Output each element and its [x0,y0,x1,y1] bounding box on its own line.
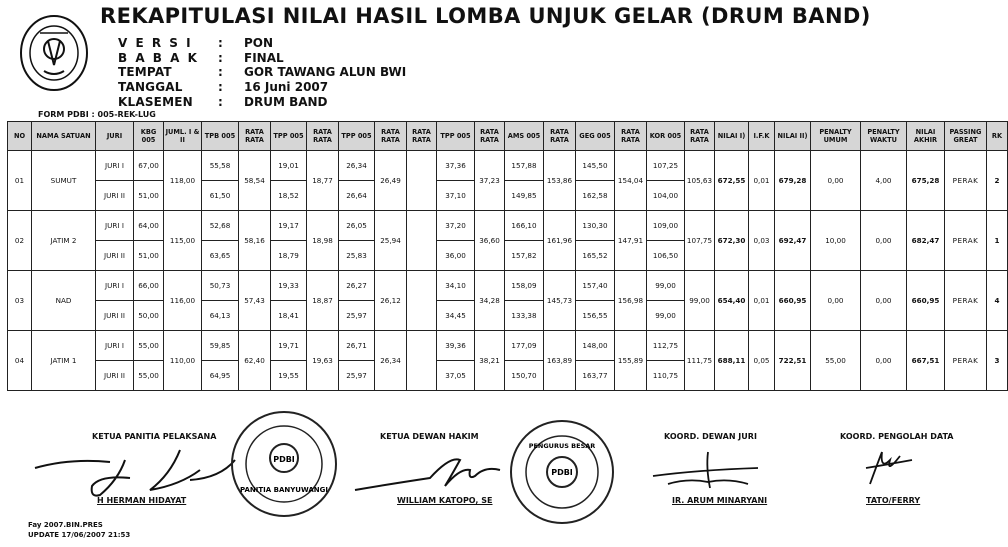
tpp-average: 18,77 [307,151,339,211]
footer-file: Fay 2007.BIN.PRES [28,521,103,529]
panitia-stamp-text: PANITIA BANYUWANGI [240,486,328,494]
empty-average [407,271,437,331]
kor-score: 104,00 [647,181,685,211]
ams-score: 133,38 [505,301,544,331]
kbg-score: 67,00 [134,151,164,181]
meta-row-babak [118,51,406,66]
table-row [8,271,1008,301]
meta-colon: : [218,65,223,80]
penalty-general: 10,00 [811,211,861,271]
column-header: RK [987,122,1008,151]
total-score: 115,00 [164,211,202,271]
tpp-score: 19,55 [271,361,307,391]
column-header: PENALTY WAKTU [861,122,907,151]
ams-score: 157,88 [505,151,544,181]
svg-text:PDBI: PDBI [273,455,295,464]
tpp-average: 18,98 [307,211,339,271]
geg-score: 163,77 [576,361,615,391]
passing-grade: PERAK [945,271,987,331]
tpp-score: 34,10 [437,271,475,301]
tpp-average: 34,28 [475,271,505,331]
column-header: RATA RATA [239,122,271,151]
passing-grade: PERAK [945,151,987,211]
tpp-average: 25,94 [375,211,407,271]
tpp-score: 19,01 [271,151,307,181]
column-header: RATA RATA [407,122,437,151]
judge-label: JURI I [96,151,134,181]
tpp-score: 26,64 [339,181,375,211]
kbg-score: 55,00 [134,331,164,361]
final-score: 675,28 [907,151,945,211]
penalty-time: 4,00 [861,151,907,211]
meta-block [118,36,406,109]
judge-label: JURI I [96,271,134,301]
penalty-time: 0,00 [861,211,907,271]
tpb-score: 61,50 [202,181,239,211]
meta-value: GOR TAWANG ALUN BWI [244,65,407,80]
tpb-average: 57,43 [239,271,271,331]
nilai-two: 722,51 [775,331,811,391]
column-header: TPP 005 [339,122,375,151]
judge-label: JURI II [96,241,134,271]
ams-score: 150,70 [505,361,544,391]
ams-score: 149,85 [505,181,544,211]
judge-label: JURI II [96,301,134,331]
pengolah-name: TATO/FERRY [866,496,921,505]
kbg-score: 55,00 [134,361,164,391]
column-header: RATA RATA [615,122,647,151]
meta-label: KLASEMEN [118,94,193,109]
meta-label: B A B A K [118,50,199,65]
nilai-two: 692,47 [775,211,811,271]
tpp-score: 25,97 [339,301,375,331]
geg-score: 130,30 [576,211,615,241]
row-number: 02 [8,211,32,271]
row-number: 03 [8,271,32,331]
judge-label: JURI I [96,331,134,361]
tpb-score: 64,95 [202,361,239,391]
meta-colon: : [218,94,223,109]
nilai-one: 672,30 [715,211,749,271]
tpp-average: 19,63 [307,331,339,391]
tpp-score: 26,05 [339,211,375,241]
ams-score: 157,82 [505,241,544,271]
table-row [8,151,1008,181]
kbg-score: 64,00 [134,211,164,241]
penalty-general: 0,00 [811,151,861,211]
column-header: NILAI AKHIR [907,122,945,151]
ams-score: 166,10 [505,211,544,241]
column-header: RATA RATA [544,122,576,151]
tpp-score: 37,20 [437,211,475,241]
passing-grade: PERAK [945,211,987,271]
tpp-average: 38,21 [475,331,505,391]
tpp-average: 26,34 [375,331,407,391]
form-code: FORM PDBI : 005-REK-LUG [38,110,156,119]
geg-score: 145,50 [576,151,615,181]
column-header: I.F.K [749,122,775,151]
column-header: RATA RATA [475,122,505,151]
tpb-score: 64,13 [202,301,239,331]
kbg-score: 51,00 [134,181,164,211]
meta-row-versi [118,36,406,51]
column-header: JURI [96,122,134,151]
empty-average [407,151,437,211]
tpp-score: 18,79 [271,241,307,271]
hakim-signature [350,448,510,498]
kor-average: 107,75 [685,211,715,271]
geg-score: 148,00 [576,331,615,361]
tpp-score: 37,36 [437,151,475,181]
panitia-title: KETUA PANITIA PELAKSANA [92,432,217,441]
panitia-name: H HERMAN HIDAYAT [97,496,187,505]
table-header-row [8,122,1008,151]
panitia-stamp [228,408,340,520]
ifk-value: 0,01 [749,271,775,331]
geg-average: 156,98 [615,271,647,331]
judge-label: JURI II [96,181,134,211]
column-header: KOR 005 [647,122,685,151]
tpb-score: 59,85 [202,331,239,361]
column-header: RATA RATA [307,122,339,151]
tpp-score: 25,97 [339,361,375,391]
kor-score: 110,75 [647,361,685,391]
final-score: 660,95 [907,271,945,331]
kor-score: 107,25 [647,151,685,181]
rank: 2 [987,151,1008,211]
column-header: NAMA SATUAN [32,122,96,151]
nilai-one: 654,40 [715,271,749,331]
meta-row-tanggal [118,80,406,95]
svg-text:PDBI: PDBI [551,468,573,477]
nilai-two: 660,95 [775,271,811,331]
tpb-average: 58,16 [239,211,271,271]
kor-score: 99,00 [647,271,685,301]
meta-value: 16 Juni 2007 [244,80,329,95]
tpp-score: 19,33 [271,271,307,301]
kor-score: 99,00 [647,301,685,331]
tpp-score: 37,05 [437,361,475,391]
ifk-value: 0,05 [749,331,775,391]
tpp-score: 26,34 [339,151,375,181]
pengolah-signature [860,448,920,488]
nilai-two: 679,28 [775,151,811,211]
unit-name: NAD [32,271,96,331]
column-header: RATA RATA [685,122,715,151]
column-header: PASSING GREAT [945,122,987,151]
ifk-value: 0,03 [749,211,775,271]
rank: 1 [987,211,1008,271]
tpp-score: 34,45 [437,301,475,331]
column-header: PENALTY UMUM [811,122,861,151]
ifk-value: 0,01 [749,151,775,211]
meta-row-klasemen [118,94,406,109]
rank: 3 [987,331,1008,391]
tpp-score: 18,41 [271,301,307,331]
geg-score: 157,40 [576,271,615,301]
row-number: 01 [8,151,32,211]
kor-score: 106,50 [647,241,685,271]
tpp-score: 26,27 [339,271,375,301]
tpb-average: 62,40 [239,331,271,391]
meta-value: PON [244,36,274,51]
column-header: NILAI I) [715,122,749,151]
judge-label: JURI I [96,211,134,241]
meta-row-tempat [118,65,406,80]
total-score: 110,00 [164,331,202,391]
final-score: 667,51 [907,331,945,391]
hakim-title: KETUA DEWAN HAKIM [380,432,479,441]
hakim-name: WILLIAM KATOPO, SE [397,496,493,505]
column-header: RATA RATA [375,122,407,151]
column-header: KBG 005 [134,122,164,151]
hakim-stamp-text: PENGURUS BESAR [528,442,596,450]
kbg-score: 66,00 [134,271,164,301]
juri-name: IR. ARUM MINARYANI [672,496,768,505]
column-header: GEG 005 [576,122,615,151]
ams-average: 161,96 [544,211,576,271]
penalty-general: 0,00 [811,271,861,331]
meta-colon: : [218,50,223,65]
geg-score: 165,52 [576,241,615,271]
unit-name: JATIM 1 [32,331,96,391]
tpp-average: 37,23 [475,151,505,211]
geg-average: 155,89 [615,331,647,391]
kor-average: 111,75 [685,331,715,391]
column-header: TPP 005 [271,122,307,151]
table-row [8,211,1008,241]
page-title: REKAPITULASI NILAI HASIL LOMBA UNJUK GELAR (DRUM BAND) [100,4,871,28]
passing-grade: PERAK [945,331,987,391]
unit-name: SUMUT [32,151,96,211]
nilai-one: 688,11 [715,331,749,391]
kbg-score: 50,00 [134,301,164,331]
kbg-score: 51,00 [134,241,164,271]
panitia-signature [30,440,240,500]
meta-value: DRUM BAND [244,94,328,109]
ams-score: 158,09 [505,271,544,301]
meta-colon: : [218,36,223,51]
tpb-average: 58,54 [239,151,271,211]
tpp-score: 36,00 [437,241,475,271]
total-score: 116,00 [164,271,202,331]
tpp-score: 19,71 [271,331,307,361]
rank: 4 [987,271,1008,331]
tpp-score: 26,71 [339,331,375,361]
empty-average [407,211,437,271]
geg-score: 156,55 [576,301,615,331]
column-header: JUML. I & II [164,122,202,151]
geg-average: 154,04 [615,151,647,211]
juri-title: KOORD. DEWAN JURI [664,432,757,441]
tpb-score: 63,65 [202,241,239,271]
tpp-score: 37,10 [437,181,475,211]
recap-table [7,121,1008,391]
column-header: TPP 005 [437,122,475,151]
column-header: NO [8,122,32,151]
meta-label: TANGGAL [118,80,183,95]
kor-score: 109,00 [647,211,685,241]
ams-average: 153,86 [544,151,576,211]
final-score: 682,47 [907,211,945,271]
geg-score: 162,58 [576,181,615,211]
penalty-general: 55,00 [811,331,861,391]
pdbi-logo [18,13,90,99]
penalty-time: 0,00 [861,331,907,391]
ams-average: 163,89 [544,331,576,391]
tpp-average: 26,12 [375,271,407,331]
tpp-score: 39,36 [437,331,475,361]
tpp-average: 36,60 [475,211,505,271]
tpp-score: 19,17 [271,211,307,241]
meta-label: TEMPAT [118,65,172,80]
penalty-time: 0,00 [861,271,907,331]
tpb-score: 50,73 [202,271,239,301]
tpb-score: 52,68 [202,211,239,241]
column-header: NILAI II) [775,122,811,151]
ams-average: 145,73 [544,271,576,331]
row-number: 04 [8,331,32,391]
meta-label: V E R S I [118,36,193,51]
kor-average: 105,63 [685,151,715,211]
juri-signature [648,448,768,492]
column-header: TPB 005 [202,122,239,151]
tpb-score: 55,58 [202,151,239,181]
pengolah-title: KOORD. PENGOLAH DATA [840,432,954,441]
nilai-one: 672,55 [715,151,749,211]
kor-average: 99,00 [685,271,715,331]
footer-update: UPDATE 17/06/2007 21:53 [28,531,131,539]
table-row [8,331,1008,361]
tpp-average: 26,49 [375,151,407,211]
meta-colon: : [218,80,223,95]
hakim-stamp [508,418,616,526]
judge-label: JURI II [96,361,134,391]
unit-name: JATIM 2 [32,211,96,271]
tpp-score: 25,83 [339,241,375,271]
meta-value: FINAL [244,50,284,65]
tpp-score: 18,52 [271,181,307,211]
total-score: 118,00 [164,151,202,211]
empty-average [407,331,437,391]
column-header: AMS 005 [505,122,544,151]
ams-score: 177,09 [505,331,544,361]
geg-average: 147,91 [615,211,647,271]
kor-score: 112,75 [647,331,685,361]
tpp-average: 18,87 [307,271,339,331]
